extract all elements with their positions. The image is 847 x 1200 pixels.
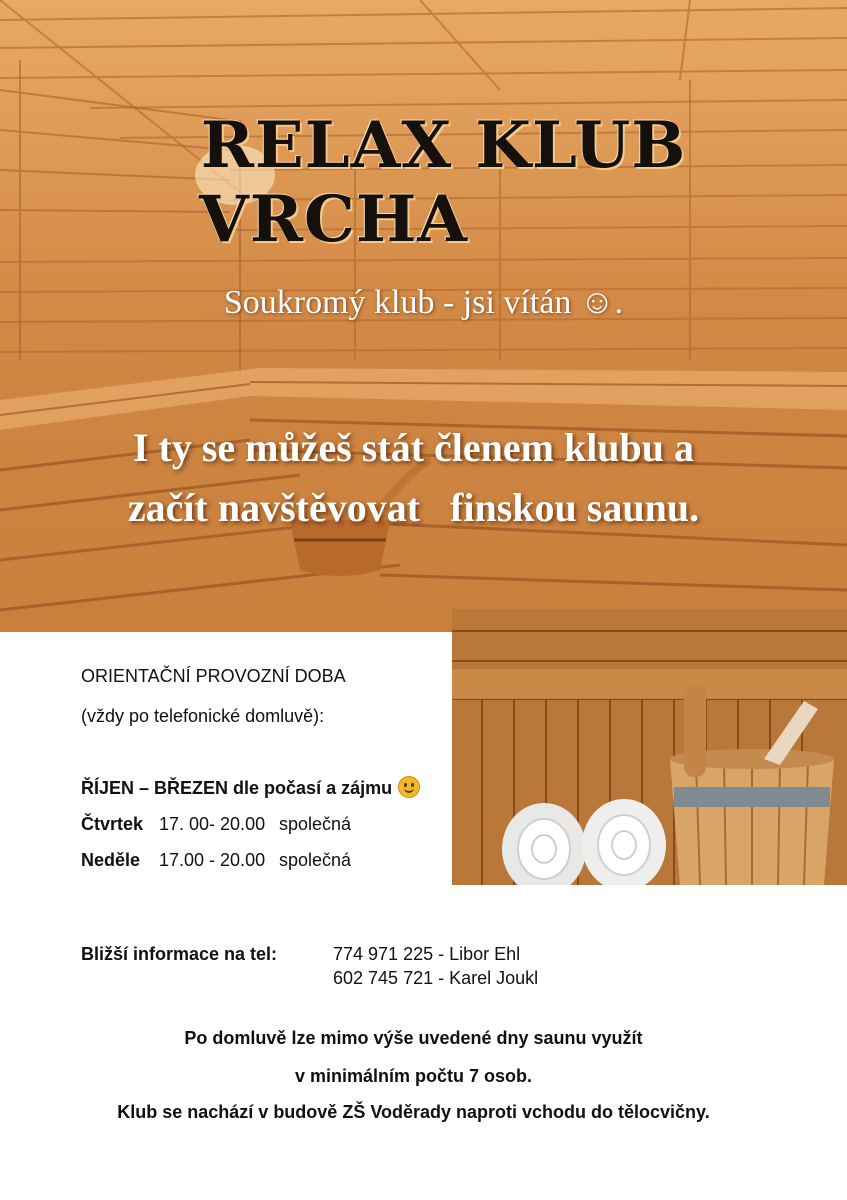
club-title-line-2: VRCHA bbox=[199, 182, 468, 257]
schedule-day: Čtvrtek bbox=[81, 814, 144, 834]
towels-and-bucket-photo bbox=[452, 609, 847, 885]
contact-phone-1: 774 971 225 - Libor Ehl bbox=[333, 944, 521, 964]
towels-bucket-illustration bbox=[452, 609, 847, 885]
schedule-type: společná bbox=[279, 850, 352, 870]
schedule-row bbox=[81, 850, 351, 871]
opening-hours-note: (vždy po telefonické domluvě): bbox=[81, 706, 325, 726]
location-note: Klub se nachází v budově ZŠ Voděrady naproti vchodu do tělocvičny. bbox=[117, 1102, 710, 1122]
invite-line-1: I ty se můžeš stát členem klubu a bbox=[132, 425, 695, 470]
contact-label: Bližší informace na tel: bbox=[81, 944, 278, 964]
contact-phone-2: 602 745 721 - Karel Joukl bbox=[333, 968, 539, 988]
booking-note-line-2: v minimálním počtu 7 osob. bbox=[294, 1066, 533, 1086]
invite-line-2: začít navštěvovat finskou saunu. bbox=[127, 485, 700, 530]
schedule-day: Neděle bbox=[81, 850, 141, 870]
smiley-icon bbox=[398, 776, 420, 798]
season-line bbox=[81, 776, 420, 799]
season-text: ŘÍJEN – BŘEZEN dle počasí a zájmu bbox=[81, 778, 393, 798]
schedule-time: 17. 00- 20.00 bbox=[159, 814, 266, 834]
club-title-line-1: RELAX KLUB bbox=[200, 108, 687, 183]
schedule-row bbox=[81, 814, 351, 835]
schedule-time: 17.00 - 20.00 bbox=[159, 850, 266, 870]
schedule-type: společná bbox=[279, 814, 352, 834]
welcome-subtitle: Soukromý klub - jsi vítán ☺. bbox=[223, 284, 624, 321]
opening-hours-heading: ORIENTAČNÍ PROVOZNÍ DOBA bbox=[81, 666, 346, 686]
booking-note-line-1: Po domluvě lze mimo výše uvedené dny saunu využít bbox=[184, 1028, 643, 1048]
